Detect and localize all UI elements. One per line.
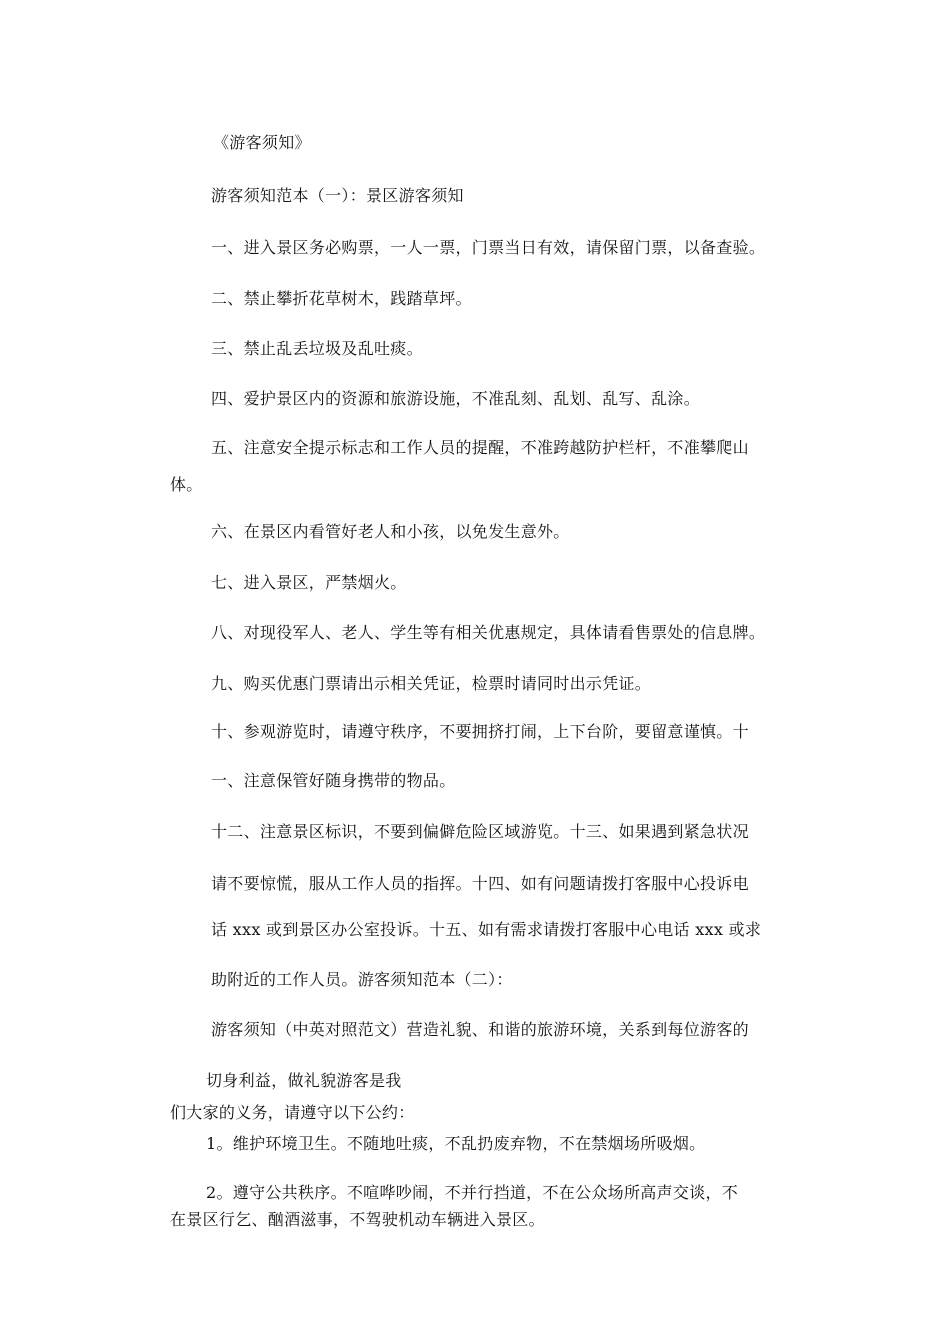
rule-3: 三、禁止乱丢垃圾及乱吐痰。 — [211, 339, 423, 358]
pledge-2-continued: 在景区行乞、酗酒滋事，不驾驶机动车辆进入景区。 — [170, 1210, 545, 1229]
rule-6: 六、在景区内看管好老人和小孩，以免发生意外。 — [211, 522, 570, 541]
intro-paragraph-continued: 切身利益，做礼貌游客是我 — [206, 1071, 402, 1090]
intro-paragraph: 游客须知（中英对照范文）营造礼貌、和谐的旅游环境，关系到每位游客的 — [211, 1020, 749, 1039]
rule-10: 十、参观游览时，请遵守秩序，不要拥挤打闹，上下台阶，要留意谨慎。十 — [211, 722, 749, 741]
rule-13-14: 请不要惊慌，服从工作人员的指挥。十四、如有问题请拨打客服中心投诉电 — [211, 874, 749, 893]
rule-14-15: 话 xxx 或到景区办公室投诉。十五、如有需求请拨打客服中心电话 xxx 或求 — [211, 920, 762, 939]
document-title: 《游客须知》 — [213, 133, 311, 152]
pledge-1: 1。维护环境卫生。不随地吐痰，不乱扔废弃物，不在禁烟场所吸烟。 — [206, 1134, 706, 1153]
rule-2: 二、禁止攀折花草树木，践踏草坪。 — [211, 289, 472, 308]
rule-15-end: 助附近的工作人员。游客须知范本（二）： — [211, 970, 513, 989]
pledge-2: 2。遵守公共秩序。不喧哗吵闹，不并行挡道，不在公众场所高声交谈，不 — [206, 1183, 739, 1202]
rule-8: 八、对现役军人、老人、学生等有相关优惠规定，具体请看售票处的信息牌。 — [211, 623, 766, 642]
section-heading-1: 游客须知范本（一）：景区游客须知 — [211, 186, 464, 205]
rule-4: 四、爱护景区内的资源和旅游设施，不准乱刻、乱划、乱写、乱涂。 — [211, 389, 701, 408]
intro-paragraph-end: 们大家的义务，请遵守以下公约： — [170, 1103, 415, 1122]
rule-5: 五、注意安全提示标志和工作人员的提醒，不准跨越防护栏杆，不准攀爬山 — [211, 438, 749, 457]
rule-9: 九、购买优惠门票请出示相关凭证，检票时请同时出示凭证。 — [211, 674, 652, 693]
rule-7: 七、进入景区，严禁烟火。 — [211, 573, 407, 592]
rule-1: 一、进入景区务必购票，一人一票，门票当日有效，请保留门票，以备查验。 — [211, 238, 766, 257]
rule-5-continued: 体。 — [170, 475, 203, 494]
rule-11: 一、注意保管好随身携带的物品。 — [211, 771, 456, 790]
rule-12-13: 十二、注意景区标识，不要到偏僻危险区域游览。十三、如果遇到紧急状况 — [211, 822, 749, 841]
